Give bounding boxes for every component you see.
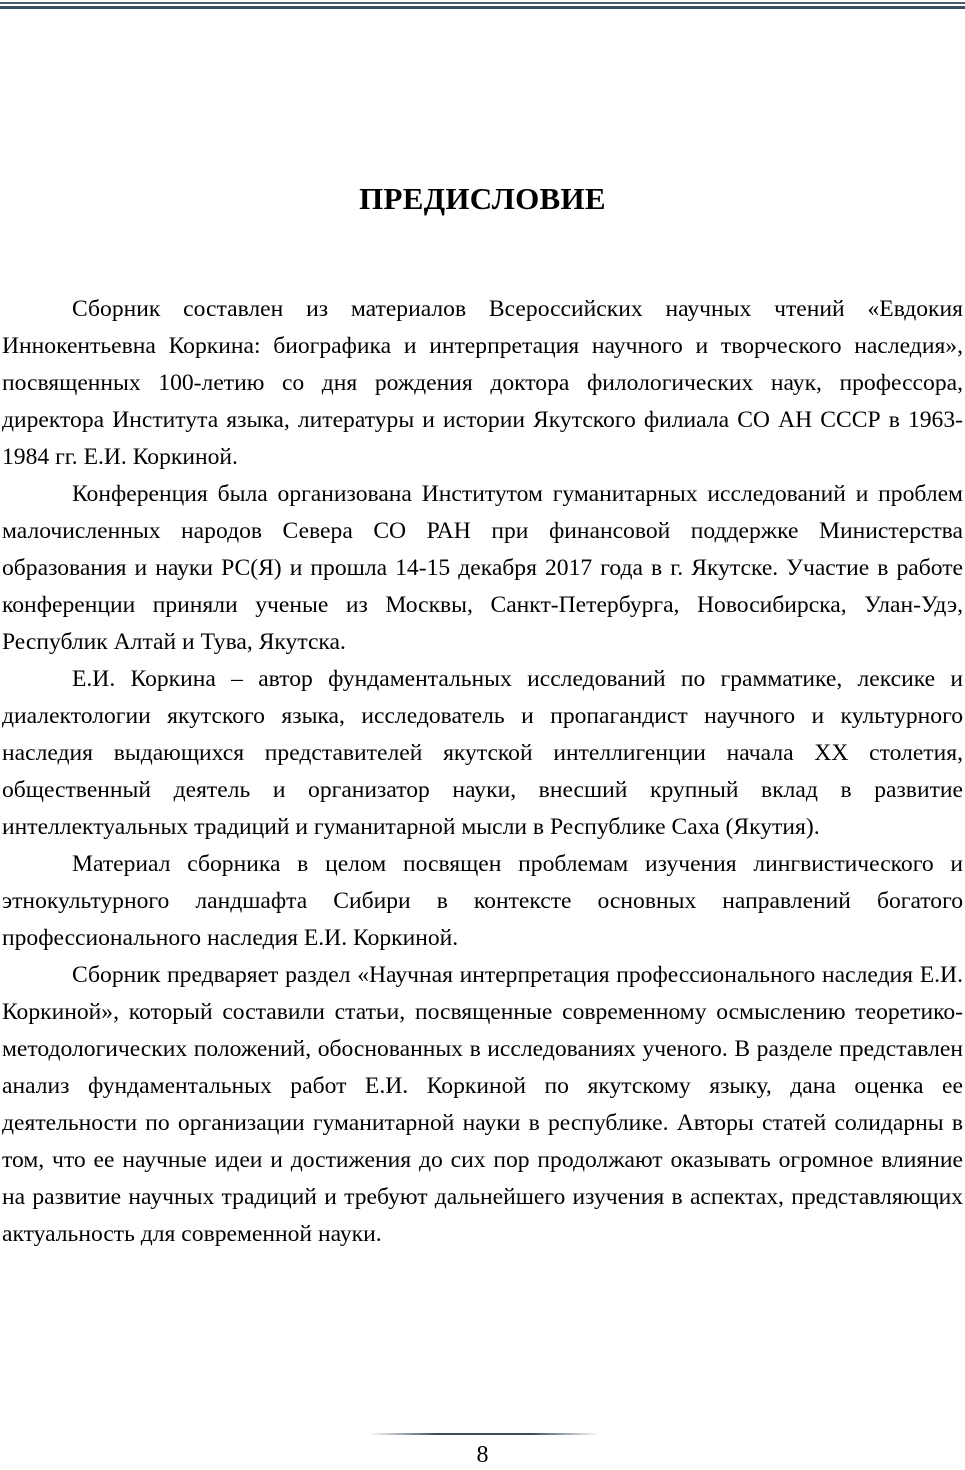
paragraph-1: Сборник составлен из материалов Всероссийских научных чтений «Евдокия Иннокентьевна Коркина: биографика и интерпретация научного и творческого наследия», посвященных 100-летию со дня рождения доктора филологических наук, профессора, директора Института языка, литературы и истории Якутского филиала СО АН СССР в 1963-1984 гг. Е.И. Коркиной. [2,296,963,470]
paragraph-3: Е.И. Коркина – автор фундаментальных исследований по грамматике, лексике и диалектологии якутского языка, исследователь и пропагандист научного и культурного наследия выдающихся представителей якутской интеллигенции начала XX столетия, общественный деятель и организатор науки, внесший крупный вклад в развитие интеллектуальных традиций и гуманитарной мысли в Республике Саха (Якутия). [2,666,963,840]
page-title: ПРЕДИСЛОВИЕ [359,181,606,216]
top-border-rule [0,2,965,9]
body-text [2,291,963,1253]
footer-rule [368,1433,600,1435]
paragraph-2: Конференция была организована Институтом гуманитарных исследований и проблем малочисленных народов Севера СО РАН при финансовой поддержке Министерства образования и науки РС(Я) и прошла 14-15 декабря 2017 года в г. Якутске. Участие в работе конференции приняли ученые из Москвы, Санкт-Петербурга, Новосибирска, Улан-Удэ, Республик Алтай и Тува, Якутска. [2,481,963,655]
paragraph-4: Материал сборника в целом посвящен проблемам изучения лингвистического и этнокультурного ландшафта Сибири в контексте основных направлений богатого профессионального наследия Е.И. Коркиной. [2,851,963,951]
paragraph-5: Сборник предваряет раздел «Научная интерпретация профессионального наследия Е.И. Коркиной», который составили статьи, посвященные современному осмыслению теоретико-методологических положений, обоснованных в исследованиях ученого. В разделе представлен анализ фундаментальных работ Е.И. Коркиной по якутскому языку, дана оценка ее деятельности по организации гуманитарной науки в республике. Авторы статей солидарны в том, что ее научные идеи и достижения до сих пор продолжают оказывать огромное влияние на развитие научных традиций и требуют дальнейшего изучения в аспектах, представляющих актуальность для современной науки. [2,962,963,1247]
page-number: 8 [476,1442,489,1468]
